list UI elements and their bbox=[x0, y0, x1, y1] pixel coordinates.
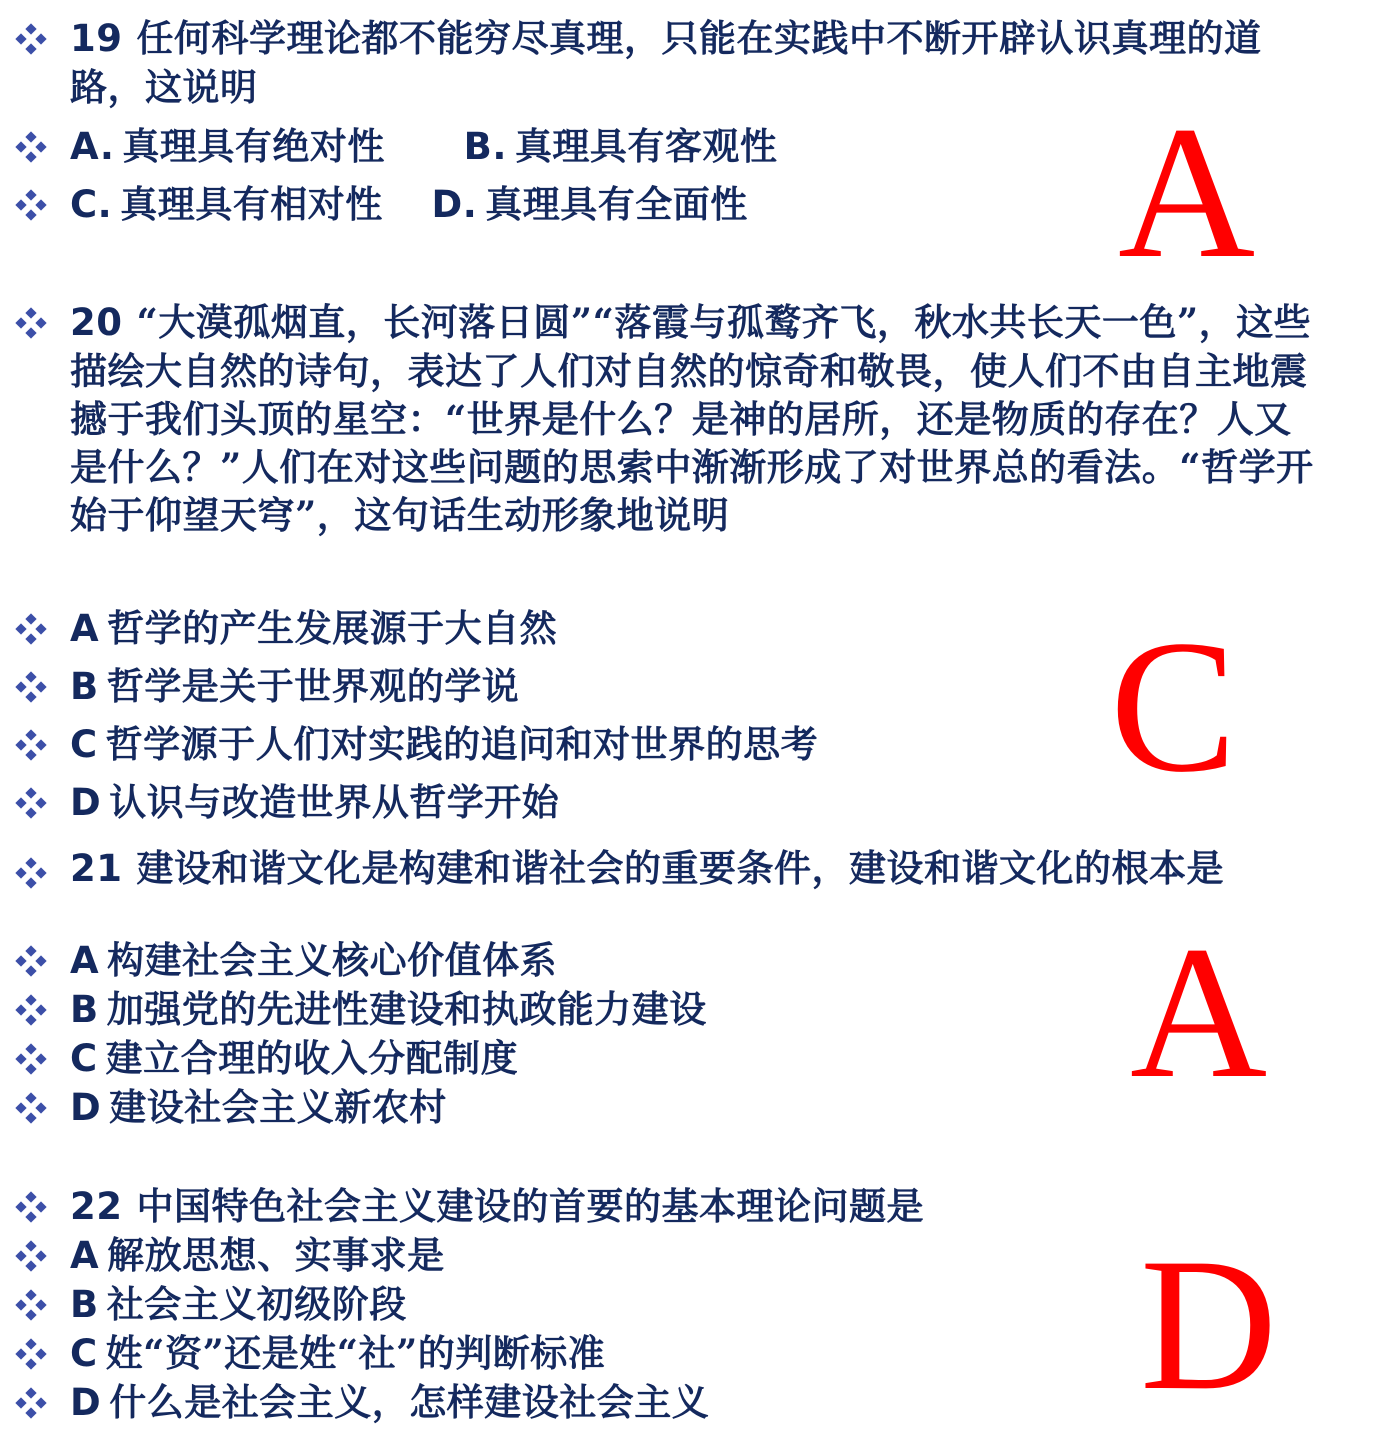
diamond-bullet-icon bbox=[14, 22, 48, 56]
question-21-option-a: A 构建社会主义核心价值体系 bbox=[14, 936, 1314, 986]
question-21-option-b: B 加强党的先进性建设和执政能力建设 bbox=[14, 985, 1314, 1035]
question-text: 中国特色社会主义建设的首要的基本理论问题是 bbox=[136, 1184, 924, 1228]
diamond-bullet-icon bbox=[14, 670, 48, 704]
question-20-option-c: C 哲学源于人们对实践的追问和对世界的思考 bbox=[14, 720, 1314, 770]
question-20-option-b: B 哲学是关于世界观的学说 bbox=[14, 662, 1314, 712]
diamond-bullet-icon bbox=[14, 856, 48, 890]
question-21-option-c: C 建立合理的收入分配制度 bbox=[14, 1034, 1314, 1084]
diamond-bullet-icon bbox=[14, 1239, 48, 1273]
diamond-bullet-icon bbox=[14, 130, 48, 164]
question-22-option-d: D 什么是社会主义，怎样建设社会主义 bbox=[14, 1378, 1314, 1428]
diamond-bullet-icon bbox=[14, 1386, 48, 1420]
option-a: A. 真理具有绝对性 bbox=[70, 124, 385, 168]
diamond-bullet-icon bbox=[14, 1288, 48, 1322]
answer-21: A bbox=[1130, 908, 1268, 1118]
diamond-bullet-icon bbox=[14, 1337, 48, 1371]
diamond-bullet-icon bbox=[14, 1190, 48, 1224]
question-number: 19 bbox=[70, 17, 123, 60]
diamond-bullet-icon bbox=[14, 786, 48, 820]
question-22-option-a: A 解放思想、实事求是 bbox=[14, 1231, 1314, 1281]
option-d: D. 真理具有全面性 bbox=[431, 182, 748, 226]
question-21-stem bbox=[14, 848, 1314, 944]
diamond-bullet-icon bbox=[14, 1042, 48, 1076]
question-22-option-b: B 社会主义初级阶段 bbox=[14, 1280, 1314, 1330]
diamond-bullet-icon bbox=[14, 612, 48, 646]
question-number: 20 bbox=[70, 301, 123, 344]
question-number: 21 bbox=[70, 847, 123, 890]
question-21-option-d: D 建设社会主义新农村 bbox=[14, 1083, 1314, 1133]
question-22-stem bbox=[14, 1182, 1314, 1232]
question-20-option-d: D 认识与改造世界从哲学开始 bbox=[14, 778, 1314, 828]
answer-22: D bbox=[1140, 1220, 1278, 1430]
diamond-bullet-icon bbox=[14, 944, 48, 978]
option-c: C. 真理具有相对性 bbox=[70, 182, 383, 226]
question-number: 22 bbox=[70, 1185, 123, 1228]
question-20-option-a: A 哲学的产生发展源于大自然 bbox=[14, 604, 1314, 654]
diamond-bullet-icon bbox=[14, 993, 48, 1027]
question-text: 建设和谐文化是构建和谐社会的重要条件，建设和谐文化的根本是 bbox=[136, 846, 1224, 890]
diamond-bullet-icon bbox=[14, 188, 48, 222]
question-20-stem bbox=[14, 298, 1314, 594]
question-text: 任何科学理论都不能穷尽真理，只能在实践中不断开辟认识真理的道路，这说明 bbox=[70, 16, 1262, 109]
answer-19: A bbox=[1118, 88, 1256, 298]
option-b: B. 真理具有客观性 bbox=[463, 124, 778, 168]
diamond-bullet-icon bbox=[14, 728, 48, 762]
question-22-option-c: C 姓“资”还是姓“社”的判断标准 bbox=[14, 1329, 1314, 1379]
diamond-bullet-icon bbox=[14, 306, 48, 340]
diamond-bullet-icon bbox=[14, 1091, 48, 1125]
question-text: “大漠孤烟直，长河落日圆”“落霞与孤鹜齐飞，秋水共长天一色”，这些描绘大自然的诗句，表达了人们对自然的惊奇和敬畏，使人们不由自主地震撼于我们头顶的星空：“世界是什么？是神的居所，还是物质的存在？人又是什么？”人们在对这些问题的思索中渐渐形成了对世界总的看法。“哲学开始于仰望天穹”，这句话生动形象地说明 bbox=[70, 300, 1314, 537]
answer-20: C bbox=[1110, 602, 1237, 812]
